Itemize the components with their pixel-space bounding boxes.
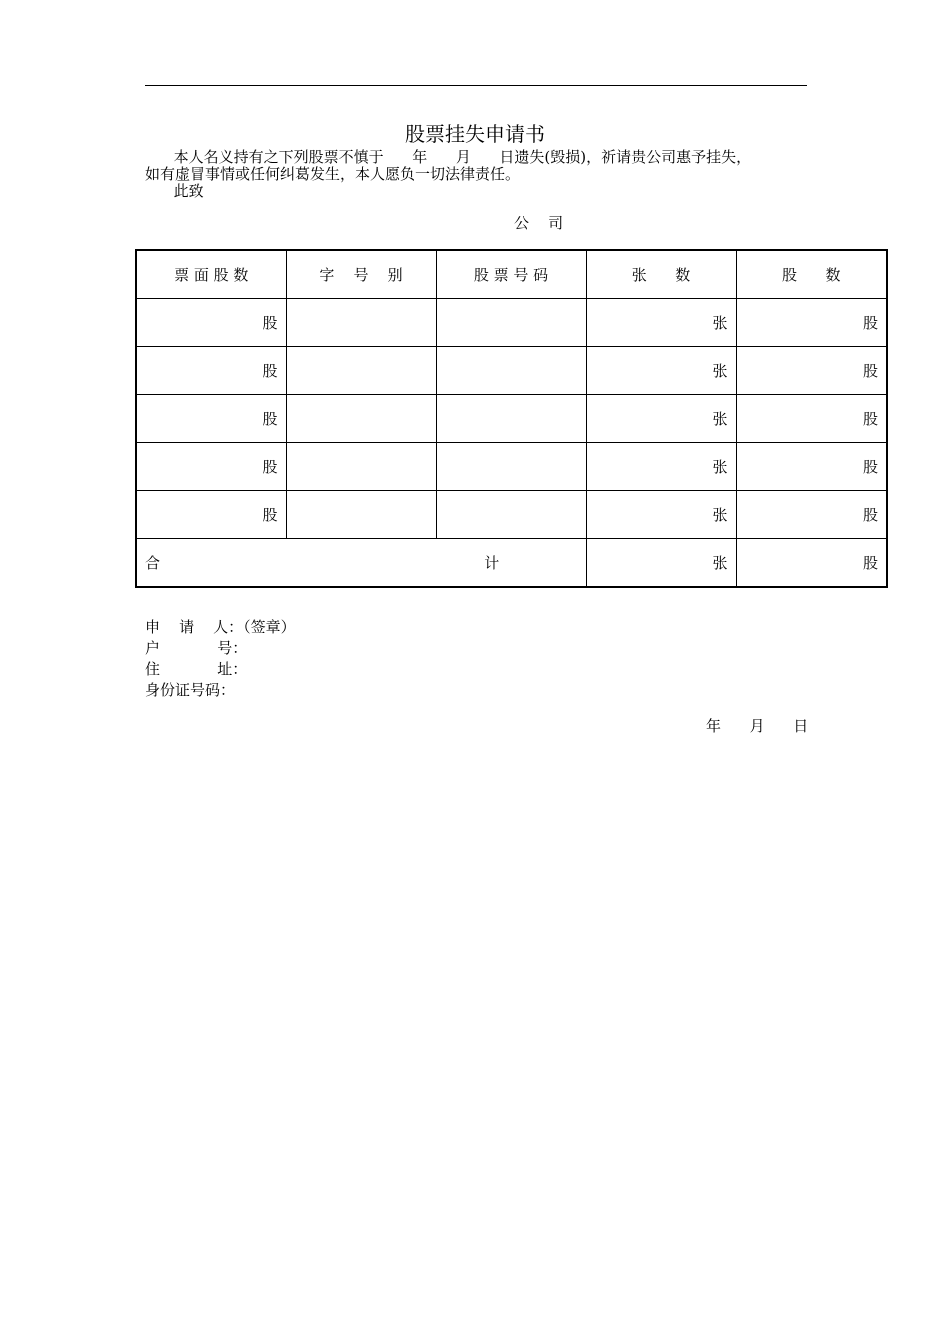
face-shares-cell[interactable]: 股 (136, 347, 286, 395)
document-title: 股票挂失申请书 (405, 122, 545, 146)
serial-type-cell[interactable] (286, 347, 436, 395)
top-rule (145, 85, 807, 86)
id-number-label: 身份证号码： (145, 681, 236, 699)
face-shares-cell[interactable]: 股 (136, 299, 286, 347)
cert-number-cell[interactable] (436, 491, 586, 539)
cert-number-cell[interactable] (436, 395, 586, 443)
header-shares: 股 数 (736, 250, 887, 299)
serial-type-cell[interactable] (286, 395, 436, 443)
face-shares-cell[interactable]: 股 (136, 395, 286, 443)
company-label: 公 司 (514, 214, 564, 232)
serial-type-cell[interactable] (286, 299, 436, 347)
sheets-cell[interactable]: 张 (586, 491, 736, 539)
cert-number-cell[interactable] (436, 299, 586, 347)
total-label: 合 计 (136, 539, 586, 588)
shares-cell[interactable]: 股 (736, 443, 887, 491)
share-certificate-table (135, 249, 888, 588)
total-sheets-cell[interactable]: 张 (586, 539, 736, 588)
header-serial-type: 字 号 别 (286, 250, 436, 299)
sheets-cell[interactable]: 张 (586, 347, 736, 395)
shares-cell[interactable]: 股 (736, 299, 887, 347)
table-row (136, 443, 887, 491)
shares-cell[interactable]: 股 (736, 347, 887, 395)
declaration-line-2: 如有虚冒事情或任何纠葛发生，本人愿负一切法律责任。 (145, 165, 521, 183)
date-line: 年 月 日 (706, 717, 809, 735)
applicant-name-label: 申 请 人：（签章） (145, 618, 296, 636)
table-header-row (136, 250, 887, 299)
cert-number-cell[interactable] (436, 347, 586, 395)
sheets-cell[interactable]: 张 (586, 395, 736, 443)
face-shares-cell[interactable]: 股 (136, 443, 286, 491)
shares-cell[interactable]: 股 (736, 395, 887, 443)
header-sheets: 张 数 (586, 250, 736, 299)
salutation: 此致 (145, 182, 204, 200)
declaration-line-1: 本人名义持有之下列股票不慎于 年 月 日遗失(毁损)，祈请贵公司惠予挂失， (145, 148, 752, 166)
serial-type-cell[interactable] (286, 443, 436, 491)
header-cert-number: 股 票 号 码 (436, 250, 586, 299)
total-row (136, 539, 887, 588)
sheets-cell[interactable]: 张 (586, 443, 736, 491)
address-label: 住 址： (145, 660, 248, 678)
header-face-shares: 票 面 股 数 (136, 250, 286, 299)
table-row (136, 491, 887, 539)
total-shares-cell[interactable]: 股 (736, 539, 887, 588)
sheets-cell[interactable]: 张 (586, 299, 736, 347)
cert-number-cell[interactable] (436, 443, 586, 491)
serial-type-cell[interactable] (286, 491, 436, 539)
table-row (136, 395, 887, 443)
table-row (136, 347, 887, 395)
table-row (136, 299, 887, 347)
account-number-label: 户 号： (145, 639, 248, 657)
face-shares-cell[interactable]: 股 (136, 491, 286, 539)
shares-cell[interactable]: 股 (736, 491, 887, 539)
